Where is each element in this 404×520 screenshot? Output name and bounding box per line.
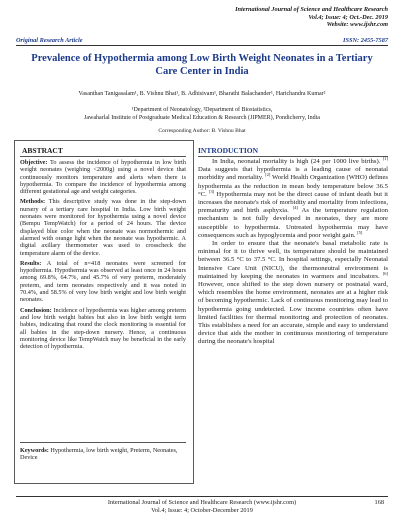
intro-text: Hypothermia may not be the direct cause of infant death but it increases the neonate's risk of morbidity and mortality from infections, prematurity and birth asphyxia. — [198, 190, 388, 215]
introduction-heading: INTRODUCTION — [198, 146, 259, 155]
author-list: Vasanthan Tanigasalam¹, B. Vishnu Bhat¹, B. Adhisivam¹, Bharathi Balachander¹, Harichandra Kumar² — [78, 91, 326, 97]
footer — [50, 499, 354, 515]
journal-volume-issue: Vol.4; Issue: 4; Oct.-Dec. 2019 — [308, 13, 388, 21]
header-divider — [16, 45, 388, 46]
corresponding-author: Corresponding Author: B. Vishnu Bhat — [158, 128, 246, 134]
footer-journal: International Journal of Science and Healthcare Research (www.ijshr.com) — [107, 499, 297, 506]
abstract-body — [20, 159, 186, 353]
citation-ref[interactable]: [5] — [357, 229, 363, 235]
citation-ref[interactable]: [6] — [382, 270, 389, 276]
results-text: A total of n=418 neonates were screened for hypothermia. Hypothermia was observed at least once in 24 hours among 69.8%, 64.7%, and 45.7% of very preterm, moderately preterm, and term neonates respectively and it was noted in 70.4%, and 58.5% of very low birth weight and low birth weight neonates. — [20, 259, 186, 304]
intro-text: However, once shifted to the step down nursery or postnatal ward, which resembles the home environment, neonates are at a higher risk of becoming hypothermic. Lack of continuous monitoring may lead to hypothermia going undetected. Low income countries often have limited facilities for thermal monitoring and protection of neonates. This establishes a need for an accurate, simple and easy to understand device that aids the mother in continuous monitoring of temperature during the neonate's hospital — [198, 281, 388, 346]
citation-ref[interactable]: [1] — [382, 155, 388, 161]
intro-text: In order to ensure that the neonate's basal metabolic rate is minimal for it to thrive well, its temperature should be maintained between 36.5 °C to 37.5 °C. In hospital settings, especially Neonatal Intensive Care Unit (NICU), the thermoneutral environment is maintained by keeping the neonates in warmers and incubators. — [198, 240, 388, 280]
intro-text: Data suggests that hypothermia is a leading cause of neonatal morbidity and mortality. — [198, 166, 388, 182]
footer-divider — [16, 496, 388, 497]
methods-text: This descriptive study was done in the step-down nursery of a tertiary care hospital in India. Low birth weight neonates were monitored for hypothermia using a novel device (Bempu TempWatch) for a period of 24 hours. The device displayed blue color when the neonate was normothermic and alarmed with orange light when the neonate was hypothermic. A digital axillary thermometer was used to crosscheck the temperature alarm of the device. — [20, 198, 186, 257]
intro-text: As the temperature regulation mechanism is not fully developed in neonates, they are more susceptible to hypothermia. Untreated hypothermia may have consequences such as hypoglycemia and poor weight gain. — [198, 207, 389, 239]
article-type: Original Research Article — [16, 37, 83, 44]
objective-label: Objective: — [20, 159, 48, 166]
page-number: 168 — [374, 499, 384, 506]
introduction-divider — [198, 156, 388, 157]
footer-volume: Vol.4; Issue: 4; October-December 2019 — [151, 506, 253, 514]
conclusion-text: Incidence of hypothermia was higher among preterm and low birth weight babies but also in low birth weight term babies, indicating that round the clock monitoring is essential for all babies in the step-down nursery. Hence, a continuous monitoring device like TempWatch may be beneficial in the early detection of hypothermia. — [20, 306, 186, 351]
abstract-objective — [20, 159, 186, 195]
affiliations — [20, 106, 384, 122]
abstract-results — [20, 260, 186, 304]
affiliation-institution: Jawaharlal Institute of Postgraduate Medical Education & Research (JIPMER), Pondicherry, India — [84, 115, 320, 121]
introduction-paragraph-2 — [198, 240, 388, 347]
keywords — [20, 447, 186, 462]
abstract-methods — [20, 198, 186, 256]
journal-website[interactable]: Website: www.ijshr.com — [326, 21, 388, 29]
intro-text: World Health Organization (WHO) defines hypothermia as the reduction in mean body temperature below 36.5 °C. — [198, 174, 389, 198]
keywords-divider — [20, 442, 186, 443]
introduction-paragraph-1 — [198, 155, 389, 240]
keywords-label: Keywords: — [20, 447, 49, 454]
keywords-text: Hypothermia, low birth weight, Preterm, Neonates, Device — [20, 447, 178, 462]
abstract-conclusion — [20, 307, 186, 351]
abstract-heading: ABSTRACT — [22, 146, 63, 155]
introduction-body — [198, 155, 389, 347]
objective-text: To assess the incidence of hypothermia in low birth weight neonates (weighing <2000g) using a novel device that continuously monitors temperature and alerts when there is hypothermia. To compare the incidence of hypothermia among different gestational age and weight categories. — [20, 159, 186, 196]
abstract-divider — [20, 156, 186, 157]
article-title: Prevalence of Hypothermia among Low Birth Weight Neonates in a Tertiary Care Center in India — [31, 53, 373, 77]
journal-name: International Journal of Science and Healthcare Research — [235, 6, 388, 13]
citation-ref[interactable]: [3] — [208, 188, 215, 194]
affiliation-departments: ¹Department of Neonatology, ²Department of Biostatistics, — [131, 107, 273, 113]
journal-header — [88, 6, 388, 29]
issn: ISSN: 2455-7587 — [343, 37, 388, 44]
methods-label: Methods: — [20, 198, 46, 206]
intro-text: In India, neonatal mortality is high (24 per 1000 live births). — [212, 158, 381, 165]
conclusion-label: Conclusion: — [20, 306, 52, 314]
results-label: Results: — [20, 259, 42, 267]
citation-ref[interactable]: [2] — [265, 172, 271, 178]
citation-ref[interactable]: [4] — [292, 204, 298, 210]
